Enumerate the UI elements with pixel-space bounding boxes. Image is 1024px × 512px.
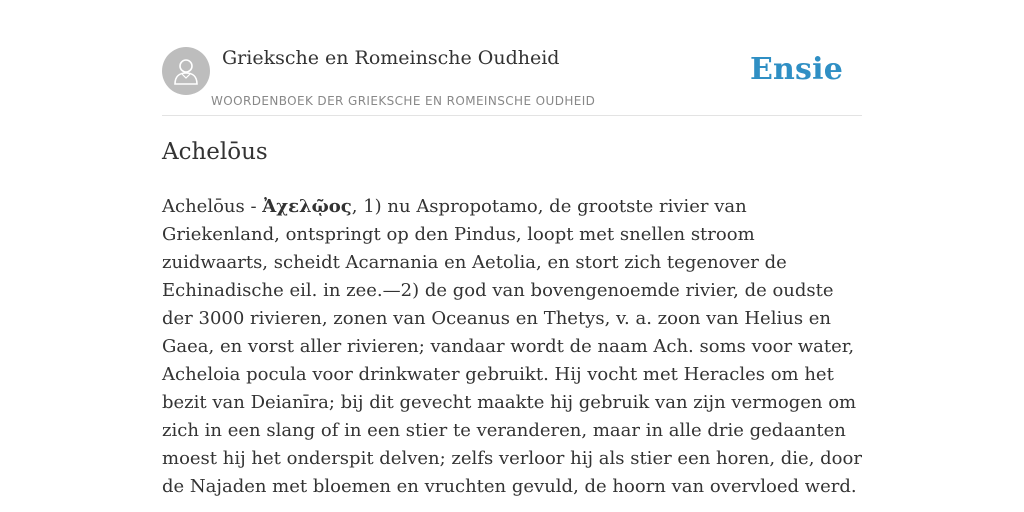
entry-lemma: Achelōus -: [162, 196, 263, 217]
entry-body: [162, 193, 862, 501]
user-icon: [173, 57, 199, 85]
entry-title: Achelōus: [162, 139, 268, 165]
entry-greek: Ἀχελῷος: [262, 196, 352, 217]
header: [162, 44, 862, 116]
avatar[interactable]: [162, 47, 210, 95]
site-title[interactable]: Grieksche en Romeinsche Oudheid: [222, 47, 560, 69]
entry-text: , 1) nu Aspropotamo, de grootste rivier van Griekenland, ontspringt op den Pindus, loopt met snellen stroom zuidwaarts, scheidt Acarnania en Aetolia, en stort zich tegenover de Echinadische eil. in zee.—2) de god van bovengenoemde rivier, de oudste der 3000 rivieren, zonen van Oceanus en Thetys, v. a. zoon van Helius en Gaea, en vorst aller rivieren; vandaar wordt de naam Ach. soms voor water, Acheloia pocula voor drinkwater gebruikt. Hij vocht met Heracles om het bezit van Deianīra; bij dit gevecht maakte hij gebruik van zijn vermogen om zich in een slang of in een stier te veranderen, maar in alle drie gedaanten moest hij het onderspit delven; zelfs verloor hij als stier een horen, die, door de Najaden met bloemen en vruchten gevuld, de hoorn van overvloed werd.: [162, 196, 862, 497]
brand-logo[interactable]: Ensie: [749, 52, 843, 87]
site-subtitle: WOORDENBOEK DER GRIEKSCHE EN ROMEINSCHE OUDHEID: [211, 94, 596, 108]
